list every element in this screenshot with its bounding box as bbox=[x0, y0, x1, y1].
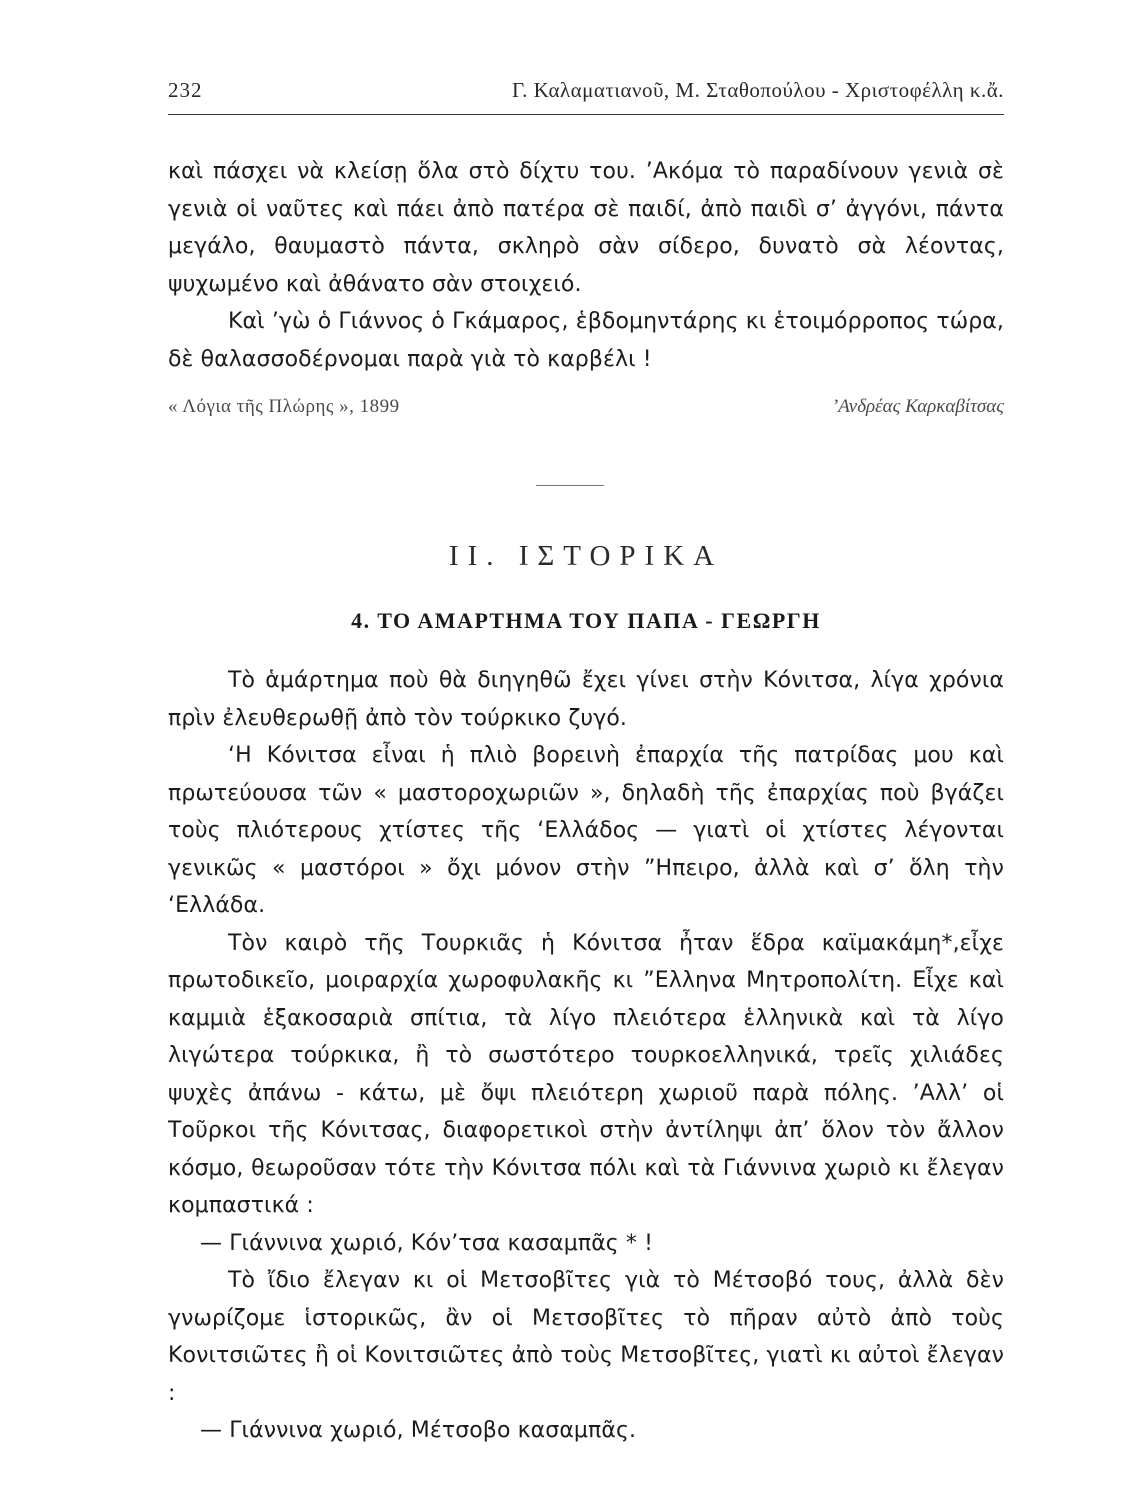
poem-paragraph: καὶ πάσχει νὰ κλείσῃ ὅλα στὸ δίχτυ του. ’Ακόμα τὸ παραδίνουν γενιὰ σὲ γενιὰ οἱ ναῦτες καὶ πάει ἀπὸ πατέρα σὲ παιδί, ἀπὸ παιδὶ σ’ ἀγγόνι, πάντα μεγάλο, θαυμαστὸ πάντα, σκληρὸ σὰν σίδερο, δυνατὸ σὰ λέοντας, ψυχωμένο καὶ ἀθάνατο σὰν στοιχειό. bbox=[168, 159, 1004, 297]
article-body bbox=[168, 662, 1004, 1450]
page-number: 232 bbox=[168, 78, 203, 102]
section-divider bbox=[536, 485, 604, 486]
dialogue-line: — Γιάννινα χωριό, Κόν’τσα κασαμπᾶς * ! bbox=[200, 1230, 654, 1256]
section-heading: II. ΙΣΤΟΡΙΚΑ bbox=[448, 540, 724, 572]
article-paragraph: Τὸ ἴδιο ἔλεγαν κι οἱ Μετσοβῖτες γιὰ τὸ Μέτσοβό τους, ἀλλὰ δὲν γνωρίζομε ἱστορικῶς, ἂν οἱ Μετσοβῖτες τὸ πῆραν αὐτὸ ἀπὸ τοὺς Κονιτσιῶτες ἢ οἱ Κονιτσιῶτες ἀπὸ τοὺς Μετσοβῖτες, γιατὶ κι αὐτοὶ ἔλεγαν : bbox=[168, 1268, 1004, 1406]
source-title: « Λόγια τῆς Πλώρης », 1899 bbox=[168, 396, 400, 417]
article-title: 4. ΤΟ ΑΜΑΡΤΗΜΑ ΤΟΥ ΠΑΠΑ - ΓΕΩΡΓΗ bbox=[351, 608, 821, 633]
running-head bbox=[168, 78, 1004, 115]
dialogue-line: — Γιάννινα χωριό, Μέτσοβο κασαμπᾶς. bbox=[200, 1418, 637, 1443]
article-paragraph: Τὸν καιρὸ τῆς Τουρκιᾶς ἡ Κόνιτσα ἦταν ἕδρα καϊμακάμη*,εἶχε πρωτοδικεῖο, μοιραρχία χωροφυλακῆς κι ”Ελληνα Μητροπολίτη. Εἶχε καὶ καμμιὰ ἑξακοσαριὰ σπίτια, τὰ λίγο πλειότερα ἑλληνικὰ καὶ τὰ λίγο λιγώτερα τούρκικα, ἢ τὸ σωστότερο τουρκοελληνικά, τρεῖς χιλιάδες ψυχὲς ἀπάνω - κάτω, μὲ ὄψι πλειότερη χωριοῦ παρὰ πόλης. ’Αλλ’ οἱ Τοῦρκοι τῆς Κόνιτσας, διαφορετικοὶ στὴν ἀντίληψι ἀπ’ ὅλον τὸν ἄλλον κόσμο, θεωροῦσαν τότε τὴν Κόνιτσα πόλι καὶ τὰ Γιάννινα χωριὸ κι ἔλεγαν κομπαστικά : bbox=[168, 930, 1004, 1218]
poem-excerpt bbox=[168, 153, 1004, 378]
poem-paragraph: Καὶ ’γὼ ὁ Γιάννος ὁ Γκάμαρος, ἑβδομηντάρης κι ἑτοιμόρροπος τώρα, δὲ θαλασσοδέρνομαι παρὰ γιὰ τὸ καρβέλι ! bbox=[168, 309, 1004, 372]
source-attribution bbox=[168, 396, 1004, 426]
article-paragraph: Τὸ ἁμάρτημα ποὺ θὰ διηγηθῶ ἔχει γίνει στὴν Κόνιτσα, λίγα χρόνια πρὶν ἐλευθερωθῇ ἀπὸ τὸν τούρκικο ζυγό. bbox=[168, 668, 1004, 731]
source-author: ’Ανδρέας Καρκαβίτσας bbox=[831, 396, 1004, 417]
article-paragraph: ‘Η Κόνιτσα εἶναι ἡ πλιὸ βορεινὴ ἐπαρχία τῆς πατρίδας μου καὶ πρωτεύουσα τῶν « μαστοροχωριῶν », δηλαδὴ τῆς ἐπαρχίας ποὺ βγάζει τοὺς πλιότερους χτίστες τῆς ‘Ελλάδος — γιατὶ οἱ χτίστες λέγονται γενικῶς « μαστόροι » ὄχι μόνον στὴν ”Ηπειρο, ἀλλὰ καὶ σ’ ὅλη τὴν ‘Ελλάδα. bbox=[168, 743, 1004, 918]
running-title: Γ. Καλαματιανοῦ, Μ. Σταθοπούλου - Χριστοφέλλη κ.ἄ. bbox=[511, 78, 1004, 102]
